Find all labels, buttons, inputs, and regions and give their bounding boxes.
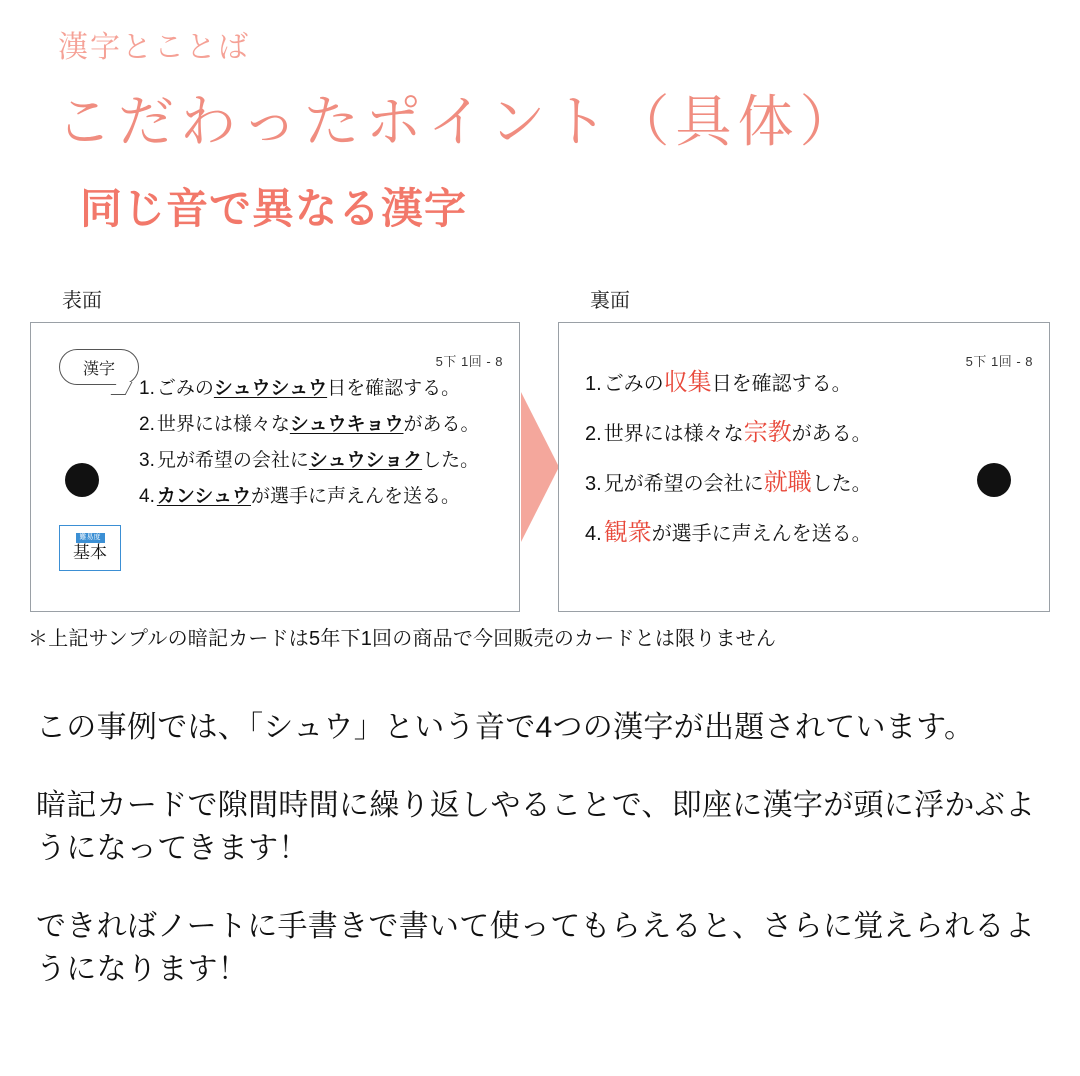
item-prefix: ごみの [603,373,664,395]
punch-hole-icon [65,463,99,497]
difficulty-level: 基本 [73,543,107,562]
item-suffix: がある。 [403,414,480,435]
item-number: 2. [139,414,155,435]
item-prefix: 世界には様々な [156,414,290,435]
item-prefix: ごみの [156,378,214,399]
kanji-bubble-label: 漢字 [82,360,115,378]
item-answer: 観衆 [603,519,652,546]
item-suffix: がある。 [791,423,872,445]
paragraph: この事例では、「シュウ」という音で4つの漢字が出題されています。 [36,711,975,744]
item-kana: シュウショク [308,450,423,471]
item-suffix: が選手に声えんを送る。 [251,486,461,507]
front-card-code: 5下 1回 - 8 [435,354,503,369]
item-number: 3. [139,450,155,471]
item-suffix: 日を確認する。 [327,378,461,399]
item-prefix: 兄が希望の会社に [603,473,764,495]
body-copy [36,706,1046,1026]
item-prefix: 兄が希望の会社に [156,450,309,471]
item-answer: 宗教 [743,419,792,446]
paragraph: 暗記カードで隙間時間に繰り返しやることで、即座に漢字が頭に浮かぶようになってきます！ [36,788,1036,865]
front-card [30,322,520,612]
list-item [139,451,507,470]
list-item [585,371,975,395]
item-number: 1. [139,378,155,399]
kicker-text: 漢字とことば [58,31,250,64]
punch-hole-icon [977,463,1011,497]
item-number: 3. [585,473,602,495]
sample-note: ＊上記サンプルの暗記カードは5年下1回の商品で今回販売のカードとは限りません [28,628,777,650]
subheading [80,176,467,236]
item-number: 2. [585,423,602,445]
list-item [585,521,975,545]
item-prefix: 世界には様々な [603,423,744,445]
paragraph: できればノートに手書きで書いて使ってもらえると、さらに覚えられるようになります！ [36,909,1035,986]
list-item [585,421,975,445]
page-title: こだわったポイント（具体） [56,90,862,153]
front-card-label: 表面 [62,290,102,312]
item-suffix: した。 [422,450,480,471]
item-suffix: した。 [811,473,872,495]
item-kana: カンシュウ [156,486,252,507]
list-item [139,415,507,434]
list-item [139,487,507,506]
item-number: 4. [585,523,602,545]
back-answer-list [585,371,975,571]
back-card-code: 5下 1回 - 8 [965,354,1033,369]
item-kana: シュウシュウ [213,378,328,399]
difficulty-box [59,525,121,571]
right-arrow-icon [521,392,559,542]
item-kana: シュウキョウ [289,414,404,435]
item-number: 4. [139,486,155,507]
difficulty-tag: 難易度 [76,533,105,543]
back-card [558,322,1050,612]
list-item [139,379,507,398]
item-suffix: が選手に声えんを送る。 [651,523,872,545]
list-item [585,471,975,495]
item-suffix: 日を確認する。 [711,373,852,395]
item-answer: 収集 [663,369,712,396]
item-number: 1. [585,373,602,395]
kanji-bubble [59,349,139,385]
back-card-label: 裏面 [590,290,630,312]
subheading-label: 同じ音で異なる漢字 [80,185,468,232]
item-answer: 就職 [763,469,812,496]
front-question-list [139,379,507,523]
